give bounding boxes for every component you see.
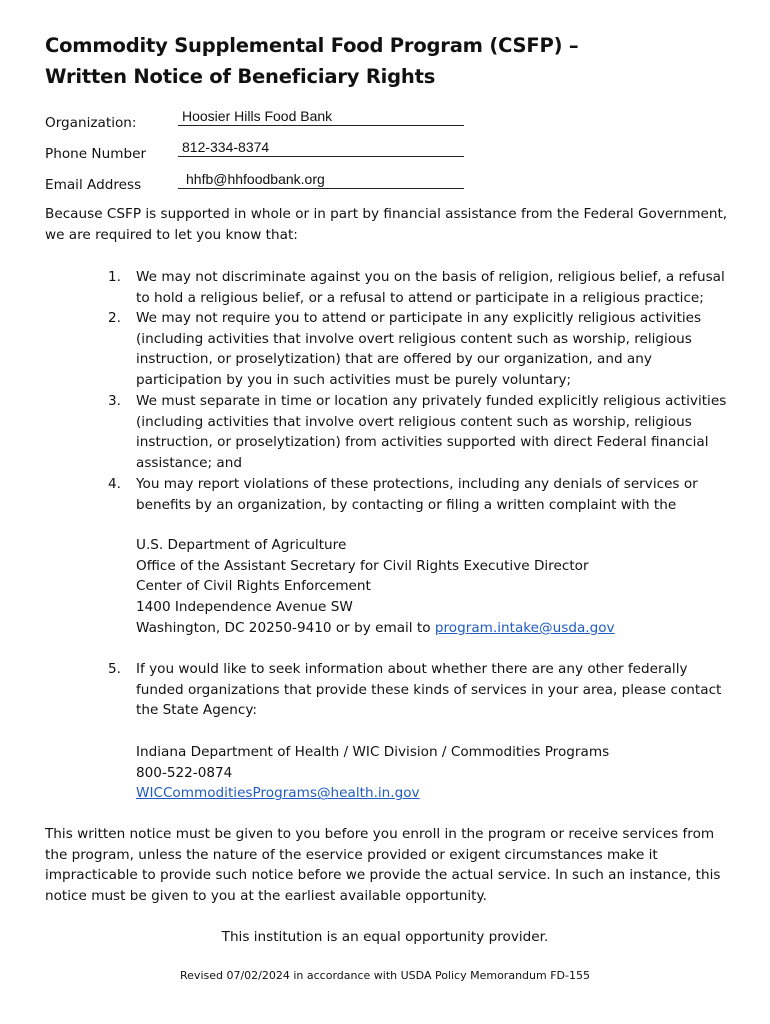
intro-paragraph: Because CSFP is supported in whole or in part by financial assistance from the Federal Government, we are required to let you know that: [45,206,728,243]
list-item [108,308,728,391]
phone-field[interactable]: 812-334-8374 [178,139,464,157]
list-item-text: We may not discriminate against you on the basis of religion, religious belief, a refusal to hold a religious belief, or a refusal to attend or participate in a religious practice; [136,269,725,306]
list-number: 2. [108,310,121,326]
closing-paragraph: This written notice must be given to you before you enroll in the program or receive services from the program, unless the nature of the eservice provided or exigent circumstances make it impracticable to provide such notice before we provide the actual service. In such an instance, this notice must be given to you at the earliest available opportunity. [45,826,721,905]
usda-address-line: Office of the Assistant Secretary for Civil Rights Executive Director [136,557,589,574]
usda-address-block [136,535,736,639]
list-item-text: You may report violations of these protections, including any denials of services or benefits by an organization, by contacting or filing a written complaint with the [136,476,698,513]
organization-label: Organization: [45,115,137,131]
list-item-text: We must separate in time or location any privately funded explicitly religious activities (including activities that involve overt religious content such as worship, religious instruction, or proselytization) from activities supported with direct Federal financial assistance; and [136,393,727,472]
list-item-text: If you would like to seek information about whether there are any other federally funded organizations that provide these kinds of services in your area, please contact the State Agency: [136,661,722,719]
state-agency-email-link[interactable]: WICCommoditiesPrograms@health.in.gov [136,785,420,802]
state-agency-block [136,742,736,804]
list-item [108,659,728,721]
title-line-1: Commodity Supplemental Food Program (CSFP) – [45,34,579,57]
email-label: Email Address [45,177,142,193]
usda-address-line [136,618,736,639]
usda-address-line: U.S. Department of Agriculture [136,537,347,553]
email-field[interactable]: hhfb@hhfoodbank.org [178,171,464,189]
usda-address-line: Center of Civil Rights Enforcement [136,578,371,595]
list-item [108,474,728,515]
list-item [108,267,728,308]
usda-email-link[interactable]: program.intake@usda.gov [434,619,615,636]
page-title [45,30,578,92]
equal-opportunity-statement: This institution is an equal opportunity provider. [221,929,549,945]
list-item [108,391,728,474]
state-agency-name: Indiana Department of Health / WIC Division / Commodities Programs [136,744,610,760]
usda-address-prefix: Washington, DC 20250-9410 or by email to [136,619,435,636]
state-agency-phone: 800-522-0874 [136,764,233,781]
list-number: 3. [108,393,121,409]
list-item-text: We may not require you to attend or participate in any explicitly religious activities (including activities that involve overt religious content such as worship, religious instruction, or proselytization) that are offered by our organization, and any participation by you in such activities must be purely voluntary; [136,310,702,389]
usda-address-line: 1400 Independence Avenue SW [136,599,353,616]
organization-field[interactable]: Hoosier Hills Food Bank [178,108,464,126]
list-number: 4. [108,476,121,492]
list-number: 5. [108,661,121,677]
list-number: 1. [108,269,121,285]
title-line-2: Written Notice of Beneficiary Rights [45,65,436,88]
phone-label: Phone Number [45,146,147,162]
revision-footer: Revised 07/02/2024 in accordance with USDA Policy Memorandum FD-155 [180,969,590,982]
